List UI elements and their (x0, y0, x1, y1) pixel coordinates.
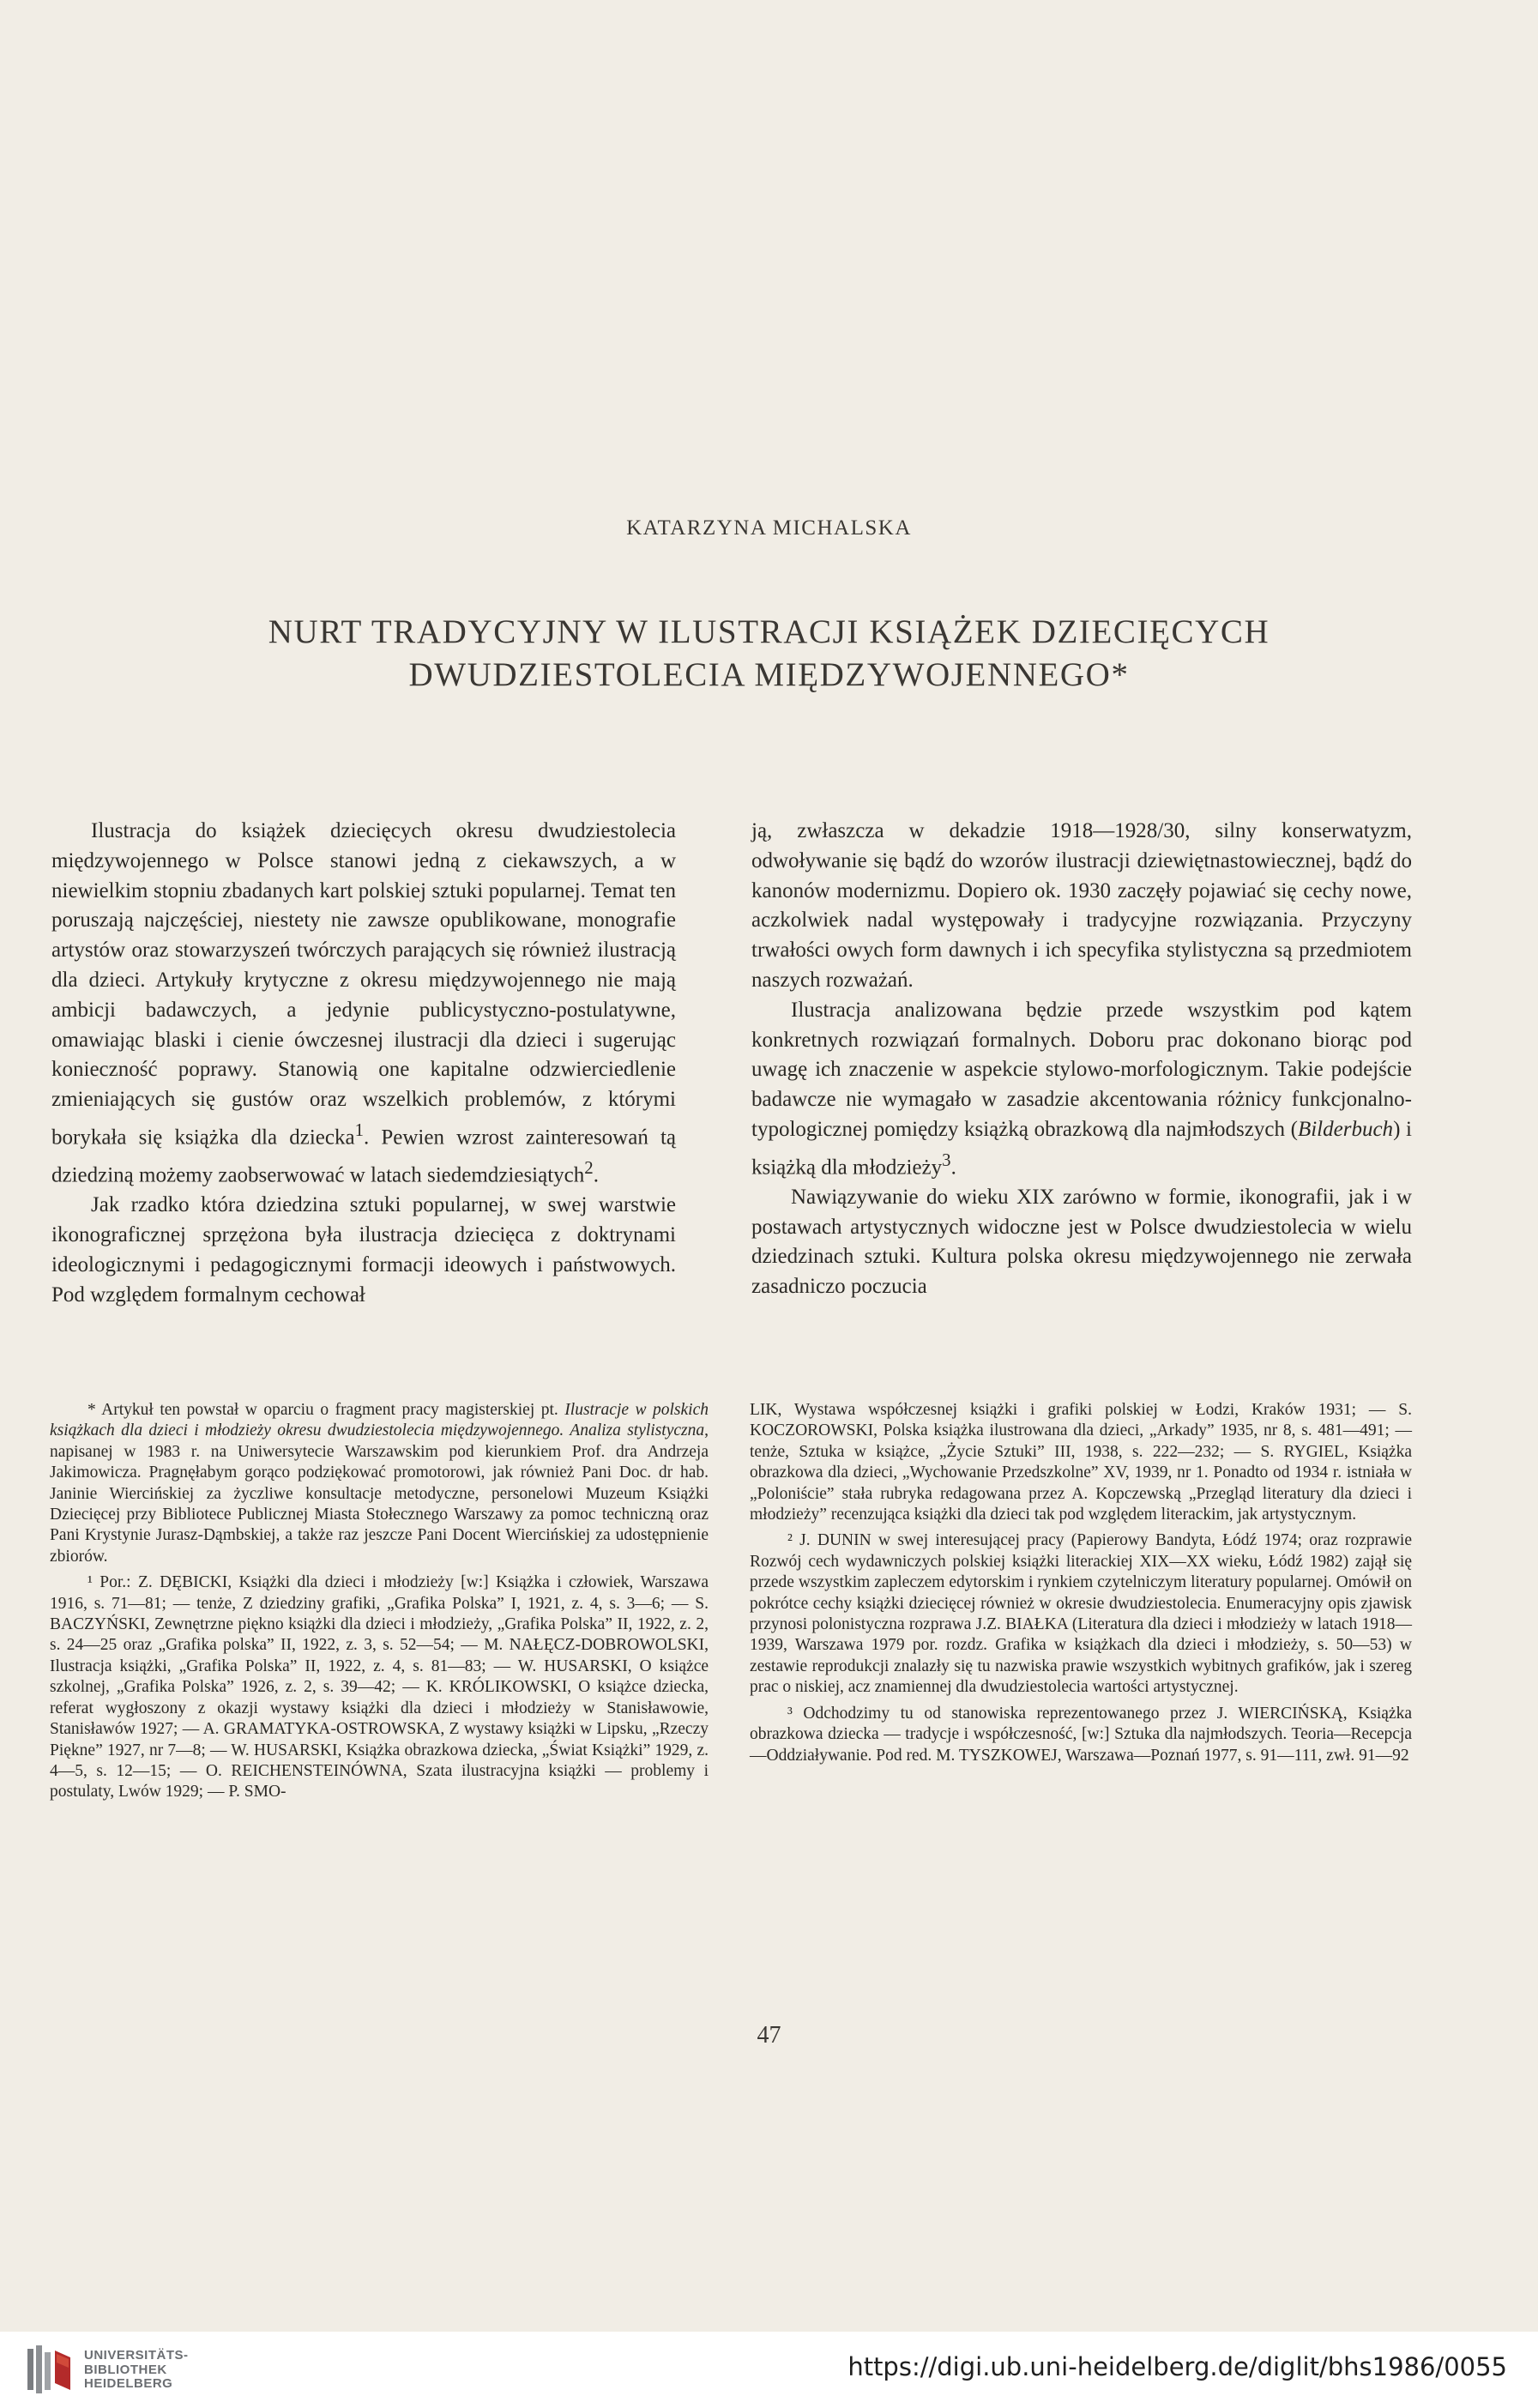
body-text: ) i książką dla młodzieży (751, 1117, 1412, 1180)
footnote-2: ² J. DUNIN w swej interesującej pracy (Papierowy Bandyta, Łódź 1974; oraz rozprawie Rozwój cech wydawniczych polskiej książki literackiej XIX—XX wieku, Łódź 1982) zajął się przede wszystkim zapleczem edytorskim i rynkiem czytelniczym literatury popularnej. Omówił on pokrótce cechy książki dziecięcej również w okresie dwudziestolecia. Enumeracyjny opis zjawisk przynosi polonistyczna rozprawa J.Z. BIAŁKA (Literatura dla dzieci i młodzieży w latach 1918—1939, Warszawa 1979 por. rozdz. Grafika w książkach dla dzieci i młodzieży, s. 50—53) w zestawie reprodukcji znalazły się tu nazwiska prawie wszystkich wybitnych grafików, jak i szereg prac o niskiej, acz znamiennej dla dwudziestolecia wartości artystycznej. (750, 1531, 1412, 1697)
body-paragraph: Jak rzadko która dziedzina sztuki popularnej, w swej warstwie ikonograficznej sprzężona była ilustracja dziecięca z doktrynami ideologicznymi i pedagogicznymi formacji ideowych i państwowych. Pod względem formalnym cechował (51, 1193, 676, 1307)
body-text-italic: Bilderbuch (1297, 1117, 1394, 1141)
library-logo-text[interactable] (84, 2349, 189, 2392)
body-column-right (751, 817, 1412, 1302)
body-text: . (950, 1156, 956, 1180)
body-paragraph: Nawiązywanie do wieku XIX zarówno w formie, ikonografii, jak i w postawach artystycznych widoczne jest w Polsce dwudziestolecia w wielu dziedzinach sztuki. Kultura polska okresu międzywojennego nie zerwała zasadniczo poczucia (751, 1185, 1412, 1299)
footnote-3: ³ Odchodzimy tu od stanowiska reprezentowanego przez J. WIERCIŃSKĄ, Książka obrazkowa dziecka — tradycje i współczesność, [w:] Sztuka dla najmłodszych. Teoria—Recepcja—Oddziaływanie. Pod red. M. TYSZKOWEJ, Warszawa—Poznań 1977, s. 91—111, zwł. 91—92 (750, 1704, 1412, 1765)
footnote-ref[interactable]: 2 (584, 1157, 594, 1179)
page-number: 47 (757, 2022, 781, 2049)
logo-line: BIBLIOTHEK (84, 2362, 167, 2377)
footnote-ref[interactable]: 1 (354, 1119, 364, 1140)
permalink-url[interactable]: https://digi.ub.uni-heidelberg.de/diglit/bhs1986/0055 (847, 2352, 1507, 2381)
footnote-ref[interactable]: 3 (942, 1149, 951, 1170)
footnotes-column-right (750, 1400, 1412, 1771)
footnote-text: * Artykuł ten powstał w oparciu o fragment pracy magisterskiej pt. (87, 1401, 565, 1419)
body-text: . Pewien wzrost zainteresowań tą dziedziną możemy zaobserwować w latach siedemdziesiątych (51, 1126, 676, 1187)
logo-line: HEIDELBERG (84, 2376, 173, 2391)
article-author: KATARZYNA MICHALSKA (626, 516, 912, 540)
footnote-text-italic: Ilustracje w polskich książkach dla dzieci i młodzieży okresu dwudziestolecia międzywojennego. Analiza stylistyczna (50, 1401, 709, 1440)
footnote-1-continued: LIK, Wystawa współczesnej książki i grafiki polskiej w Łodzi, Kraków 1931; — S. KOCZOROWSKI, Polska książka ilustrowana dla dzieci, „Arkady” 1935, nr 8, s. 481—491; — tenże, Sztuka w książce, „Życie Sztuki” III, 1938, s. 222—232; — S. RYGIEL, Książka obrazkowa dla dzieci, „Wychowanie Przedszkolne” XV, 1939, nr 1. Ponadto od 1934 r. istniała w „Poloniście” stała rubryka redagowana przez A. Kopczewską „Przegląd literatury dla dzieci i młodzieży” recenzująca książki dla dzieci tak pod względem literackim, jak artystycznym. (750, 1401, 1412, 1524)
heidelberg-library-logo-icon[interactable] (26, 2344, 74, 2395)
body-paragraph (51, 817, 676, 1191)
body-text: Ilustracja analizowana będzie przede wszystkim pod kątem konkretnych rozwiązań formalnych. Doboru prac dokonano biorąc pod uwagę ich znaczenie w aspekcie stylowo-morfologicznym. Takie podejście badawcze nie wymagało w zasadzie akcentowania różnicy funkcjonalno-typologicznej pomiędzy książką obrazkową dla najmłodszych ( (751, 998, 1412, 1141)
footnote-text: , napisanej w 1983 r. na Uniwersytecie Warszawskim pod kierunkiem Prof. dra Andrzeja Jakimowicza. Pragnęłabym gorąco podziękować promotorowi, jak również Pani Doc. dr hab. Janinie Wiercińskiej za życzliwe konsultacje metodyczne, personelowi Muzeum Książki Dziecięcej przy Bibliotece Publicznej Miasta Stołecznego Warszawy za pomoc techniczną oraz Pani Krystynie Jurasz-Dąmbskiej, a także raz jeszcze Pani Docent Wiercińskiej za udostępnienie zbiorów. (50, 1421, 709, 1566)
body-column-left (51, 817, 676, 1310)
body-paragraph: ją, zwłaszcza w dekadzie 1918—1928/30, silny konserwatyzm, odwoływanie się bądź do wzorów ilustracji dziewiętnastowiecznej, bądź do kanonów modernizmu. Dopiero ok. 1930 zaczęły pojawiać się cechy nowe, aczkolwiek nadal występowały i tradycyjne rozwiązania. Przyczyny trwałości owych form dawnych i ich specyfika stylistyczna są przedmiotem naszych rozważań. (751, 819, 1412, 992)
article-title-line-2: DWUDZIESTOLECIA MIĘDZYWOJENNEGO* (408, 656, 1130, 693)
footnotes-column-left (50, 1400, 709, 1808)
footnote-1: ¹ Por.: Z. DĘBICKI, Książki dla dzieci i młodzieży [w:] Książka i człowiek, Warszawa 1916, s. 71—81; — tenże, Z dziedziny grafiki, „Grafika Polska” I, 1921, z. 4, s. 3—6; — S. BACZYŃSKI, Zewnętrzne piękno książki dla dzieci i młodzieży, „Grafika Polska” II, 1922, z. 2, s. 24—25 oraz „Grafika polska” II, 1922, z. 3, s. 52—54; — M. NAŁĘCZ-DOBROWOLSKI, Ilustracja książki, „Grafika Polska” II, 1922, z. 4, s. 81—83; — W. HUSARSKI, O książce szkolnej, „Grafika Polska” 1926, z. 2, s. 39—42; — K. KRÓLIKOWSKI, O książce dziecka, referat wygłoszony z okazji wystawy książki dla dzieci i młodzieży w Stanisławowie, Stanisławów 1927; — A. GRAMATYKA-OSTROWSKA, Z wystawy książki w Lipsku, „Rzeczy Piękne” 1927, nr 7—8; — W. HUSARSKI, Książka obrazkowa dziecka, „Świat Książki” 1929, z. 4—5, s. 12—15; — O. REICHENSTEINÓWNA, Szata ilustracyjna książki — problemy i postulaty, Lwów 1929; — P. SMO- (50, 1573, 709, 1801)
body-text: Ilustracja do książek dziecięcych okresu dwudziestolecia międzywojennego w Polsce stanowi jedną z ciekawszych, a w niewielkim stopniu zbadanych kart polskiej sztuki popularnej. Temat ten poruszają najczęściej, niestety nie zawsze opublikowane, monografie artystów oraz stowarzyszeń twórczych parających się również ilustracją dla dzieci. Artykuły krytyczne z okresu międzywojennego nie mają ambicji badawczych, a jedynie publicystyczno-postulatywne, omawiając blaski i cienie ówczesnej ilustracji dla dzieci i sugerując konieczność poprawy. Stanowią one kapitalne odzwierciedlenie zmieniających się gustów oraz wszelkich problemów, z którymi borykała się książka dla dziecka (51, 819, 676, 1150)
logo-line: UNIVERSITÄTS- (84, 2348, 189, 2363)
body-text: . (593, 1163, 599, 1187)
article-title-line-1: NURT TRADYCYJNY W ILUSTRACJI KSIĄŻEK DZIECIĘCYCH (268, 613, 1270, 650)
footnote-star (50, 1400, 709, 1567)
body-paragraph (751, 996, 1412, 1183)
viewer-footer (0, 2332, 1538, 2408)
